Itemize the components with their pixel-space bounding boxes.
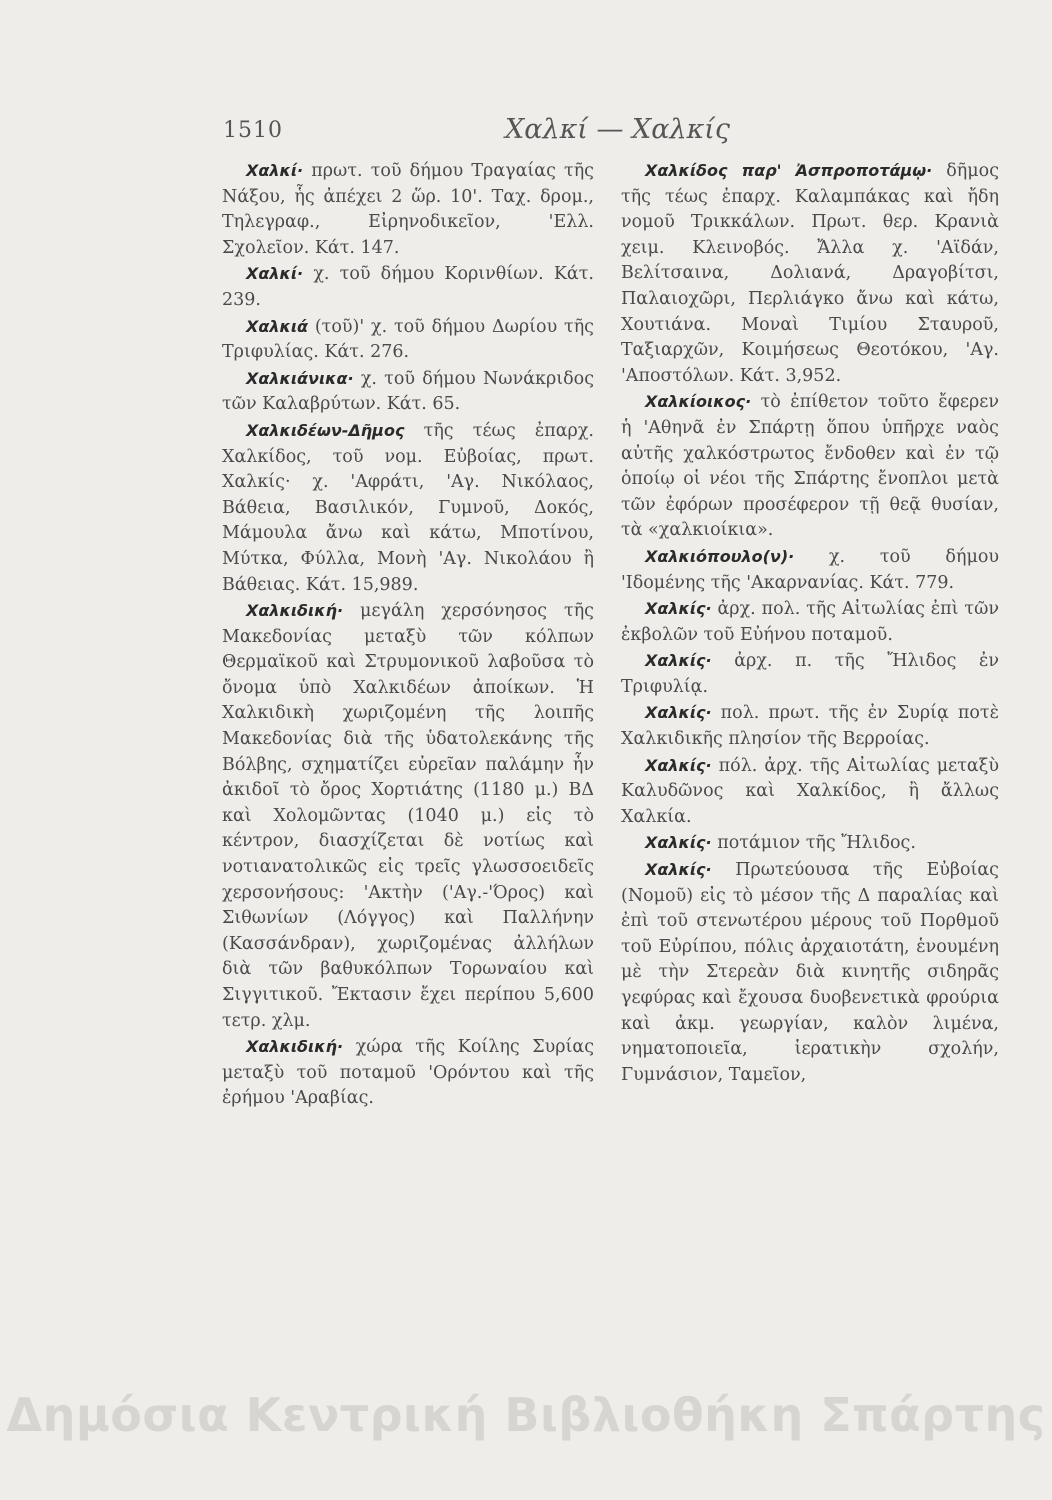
dictionary-entry <box>621 389 999 544</box>
page-number: 1510 <box>223 118 283 143</box>
entry-headword: Χαλκίδος παρ' Ἀσπροποτάμῳ· <box>645 161 933 180</box>
entry-text: πόλ. ἀρχ. τῆς Αἰτωλίας μεταξὺ Καλυδῶνος καὶ Χαλκίδος, ἢ ἄλλως Χαλκία. <box>621 755 999 827</box>
page-header <box>0 114 1052 158</box>
entry-text: πολ. πρωτ. τῆς ἐν Συρίᾳ ποτὲ Χαλκιδικῆς πλησίον τῆς Βερροίας. <box>621 703 999 750</box>
dictionary-entry <box>621 544 999 596</box>
entry-headword: Χαλκί· <box>246 264 304 284</box>
dictionary-entry <box>222 158 594 261</box>
entry-text: ἀρχ. πολ. τῆς Αἰτωλίας ἐπὶ τῶν ἐκβολῶν τοῦ Εὐήνου ποταμοῦ. <box>621 599 999 645</box>
entry-headword: Χαλκίς· <box>645 599 712 619</box>
dictionary-entry <box>222 314 594 366</box>
entry-text: Πρωτεύουσα τῆς Εὐβοίας (Νομοῦ) εἰς τὸ μέσον τῆς Δ παραλίας καὶ ἐπὶ τοῦ στενωτέρου μέρους τοῦ Πορθμοῦ τοῦ Εὐρίπου, πόλις ἀρχαιοτάτη, ἑνουμένη μὲ τὴν Στερεὰν διὰ κινητῆς σιδηρᾶς γεφύρας καὶ ἔχουσα δυοβενετικὰ φρούρια καὶ ἀκμ. γεωργίαν, καλὸν λιμένα, νηματοποιεῖα, ἱερατικὴν σχολήν, Γυμνάσιον, Ταμεῖον, <box>621 860 999 1085</box>
entry-text: χ. τοῦ δήμου 'Ιδομένης τῆς 'Ακαρνανίας. Κάτ. 779. <box>621 546 999 593</box>
entry-text: χ. τοῦ δήμου Νωνάκριδος τῶν Καλαβρύτων. Κάτ. 65. <box>222 368 594 415</box>
entry-headword: Χαλκιδική· <box>246 601 344 621</box>
entry-headword: Χαλκίοικος· <box>645 392 752 412</box>
entry-text: ἀρχ. π. τῆς Ἤλιδος ἐν Τριφυλίᾳ. <box>621 651 999 697</box>
dictionary-entry <box>621 700 999 752</box>
entry-text: χώρα τῆς Κοίλης Συρίας μεταξὺ τοῦ ποταμοῦ 'Ορόντου καὶ τῆς ἐρήμου 'Αραβίας. <box>222 1037 594 1109</box>
entry-text: δῆμος τῆς τέως ἐπαρχ. Καλαμπάκας καὶ ἤδη νομοῦ Τρικκάλων. Πρωτ. θερ. Κρανιὰ χειμ. Κλεινοβός. Ἄλλα χ. 'Αϊδάν, Βελίτσαινα, Δολιανά, Δραγοβίτσι, Παλαιοχῶρι, Περλιάγκο ἄνω καὶ κάτω, Χουτιάνα. Μοναὶ Τιμίου Σταυροῦ, Ταξιαρχῶν, Κοιμήσεως Θεοτόκου, 'Αγ. 'Αποστόλων. Κάτ. 3,952. <box>621 161 999 386</box>
entry-headword: Χαλκίς· <box>645 703 712 723</box>
library-watermark: Δημόσια Κεντρική Βιβλιοθήκη Σπάρτης <box>6 1388 1046 1442</box>
dictionary-entry <box>621 753 999 831</box>
entry-text: (τοῦ)' χ. τοῦ δήμου Δωρίου τῆς Τριφυλίας. Κάτ. 276. <box>222 316 594 363</box>
dictionary-entry <box>222 418 594 598</box>
running-title: Χαλκί — Χαλκίς <box>505 114 731 145</box>
entry-text: ποτάμιον τῆς Ἤλιδος. <box>717 833 916 854</box>
dictionary-entry <box>621 158 999 389</box>
dictionary-entry <box>621 648 999 700</box>
entry-text: τῆς τέως ἐπαρχ. Χαλκίδος, τοῦ νομ. Εὐβοίας, πρωτ. Χαλκίς· χ. 'Αφράτι, 'Αγ. Νικόλαος, Βάθεια, Βασιλικόν, Γυμνοῦ, Δοκός, Μάμουλα ἄνω καὶ κάτω, Μποτίνου, Μύτκα, Φύλλα, Μονὴ 'Αγ. Νικολάου ἢ Βάθειας. Κάτ. 15,989. <box>222 420 594 595</box>
dictionary-entry <box>621 830 999 857</box>
entry-headword: Χαλκιδική· <box>246 1037 344 1057</box>
entry-headword: Χαλκίς· <box>645 833 712 853</box>
dictionary-entry <box>222 1034 594 1112</box>
entry-headword: Χαλκιδέων-Δῆμος <box>246 420 405 440</box>
entry-text: τὸ ἐπίθετον τοῦτο ἔφερεν ἡ 'Αθηνᾶ ἐν Σπάρτῃ ὅπου ὑπῆρχε ναὸς αὐτῆς χαλκόστρωτος ἔνδοθεν καὶ ἐν τῷ ὁποίῳ οἱ νέοι τῆς Σπάρτης ἔνοπλοι μετὰ τῶν ἐφόρων προσέφερον τῇ θεᾷ θυσίαν, τὰ «χαλκιοίκια». <box>621 392 999 541</box>
entry-headword: Χαλκιόπουλο(ν)· <box>645 546 795 566</box>
entry-headword: Χαλκίς· <box>645 860 712 880</box>
dictionary-entry <box>222 261 594 313</box>
entry-headword: Χαλκίς· <box>645 755 712 775</box>
entry-headword: Χαλκί· <box>246 161 304 180</box>
entry-headword: Χαλκιά <box>246 316 309 336</box>
dictionary-entry <box>621 596 999 648</box>
entry-text: πρωτ. τοῦ δήμου Τραγαίας τῆς Νάξου, ἧς ἀπέχει 2 ὥρ. 10'. Ταχ. δρομ., Τηλεγραφ., Εἰρηνοδικεῖον, 'Ελλ. Σχολεῖον. Κάτ. 147. <box>222 161 594 258</box>
entry-text: μεγάλη χερσόνησος τῆς Μακεδονίας μεταξὺ τῶν κόλπων Θερμαϊκοῦ καὶ Στρυμονικοῦ λαβοῦσα τὸ ὄνομα ὑπὸ Χαλκιδέων ἀποίκων. Ἡ Χαλκιδικὴ χωριζομένη τῆς λοιπῆς Μακεδονίας διὰ τῆς ὑδατολεκάνης τῆς Βόλβης, σχηματίζει εὐρεῖαν παλάμην ἧν ἀκιδοῖ τὸ ὄρος Χορτιάτης (1180 μ.) ΒΔ καὶ Χολομῶντας (1040 μ.) εἰς τὸ κέντρον, διασχίζεται δὲ νοτίως καὶ νοτιανατολικῶς εἰς τρεῖς γλωσσοειδεῖς χερσονήσους: 'Ακτὴν ('Αγ.-'Όρος) καὶ Σιθωνίων (Λόγγος) καὶ Παλλήνην (Κασσάνδραν), χωριζομένας ἀλλήλων διὰ τῶν βαθυκόλπων Τορωναίου καὶ Σιγγιτικοῦ. Ἔκτασιν ἔχει περίπου 5,600 τετρ. χλμ. <box>222 601 594 1031</box>
entry-text: χ. τοῦ δήμου Κορινθίων. Κάτ. 239. <box>222 264 594 310</box>
dictionary-entry <box>621 857 999 1088</box>
left-column <box>222 158 594 1112</box>
right-column <box>621 158 999 1088</box>
entry-headword: Χαλκιάνικα· <box>246 368 354 388</box>
entry-headword: Χαλκίς· <box>645 651 712 671</box>
dictionary-entry <box>222 598 594 1034</box>
dictionary-entry <box>222 366 594 418</box>
